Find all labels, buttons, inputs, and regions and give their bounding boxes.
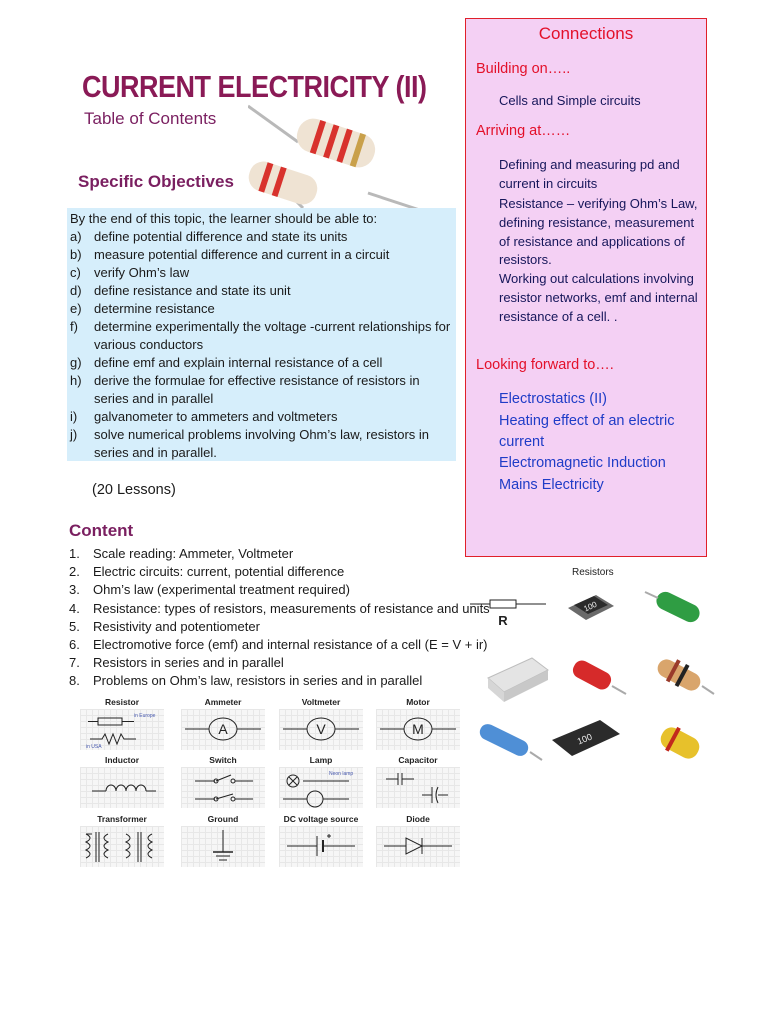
objective-text: verify Ohm’s law bbox=[94, 265, 190, 280]
content-item bbox=[69, 636, 539, 654]
objective-letter: f) bbox=[70, 319, 78, 334]
resistor-symbol-label: R bbox=[498, 613, 508, 628]
content-list bbox=[69, 545, 539, 691]
connection-text: Electrostatics (II) bbox=[499, 391, 607, 407]
content-text: Electromotive force (emf) and internal resistance of a cell (E = V + ir) bbox=[93, 637, 488, 653]
content-number: 5. bbox=[69, 618, 80, 634]
smd-resistor-icon bbox=[568, 595, 614, 620]
connection-item bbox=[476, 156, 704, 194]
symbol-label: Ground bbox=[207, 814, 239, 824]
ammeter-symbol bbox=[181, 709, 265, 750]
objective-text: define emf and explain internal resistance of a cell bbox=[94, 355, 383, 370]
content-item bbox=[69, 618, 539, 636]
connection-text: Electromagnetic Induction bbox=[499, 455, 666, 471]
network-chip-label: 100 bbox=[575, 731, 594, 747]
content-text: Resistivity and potentiometer bbox=[93, 618, 260, 634]
voltmeter-symbol bbox=[279, 709, 363, 750]
ammeter-symbol-icon bbox=[181, 709, 265, 750]
switch-symbol bbox=[181, 767, 265, 808]
objective-letter: j) bbox=[70, 427, 78, 442]
looking-forward-label: Looking forward to…. bbox=[476, 357, 614, 373]
connection-text: Resistance – verifying Ohm’s Law, defining resistance, measurement of resistance and applications of resistors. bbox=[499, 196, 698, 268]
dc-source-symbol bbox=[279, 826, 363, 867]
objective-item bbox=[70, 264, 454, 282]
symbol-label: Diode bbox=[406, 814, 430, 824]
symbol-label: Lamp bbox=[309, 755, 333, 765]
resistors-figure bbox=[470, 562, 730, 777]
symbol-label: Motor bbox=[406, 697, 430, 707]
symbol-note: Neon lamp bbox=[329, 771, 354, 777]
bullet-icon bbox=[476, 389, 499, 410]
objective-item bbox=[70, 300, 454, 318]
connection-text: Heating effect of an electric current bbox=[499, 413, 675, 450]
symbol-label: DC voltage source bbox=[283, 814, 359, 824]
content-number: 6. bbox=[69, 637, 80, 653]
building-on-label: Building on….. bbox=[476, 61, 571, 77]
objective-letter: h) bbox=[70, 373, 82, 388]
symbol-label: Capacitor bbox=[398, 755, 438, 765]
symbol-glyph: M bbox=[412, 721, 424, 737]
symbol-note: in USA bbox=[86, 744, 102, 750]
objective-letter: a) bbox=[70, 229, 82, 244]
symbol-label: Resistor bbox=[104, 697, 139, 707]
connections-box bbox=[465, 18, 707, 557]
objective-letter: e) bbox=[70, 301, 82, 316]
specific-objectives-heading: Specific Objectives bbox=[78, 172, 234, 191]
connection-item bbox=[476, 389, 704, 410]
connection-text: Defining and measuring pd and current in circuits bbox=[499, 157, 680, 191]
ground-symbol-icon bbox=[181, 826, 265, 867]
content-text: Resistors in series and in parallel bbox=[93, 655, 284, 671]
connection-text: Cells and Simple circuits bbox=[499, 93, 641, 108]
content-number: 4. bbox=[69, 600, 80, 616]
resistor-symbol-icon bbox=[80, 709, 164, 750]
connection-item bbox=[476, 195, 704, 270]
bullet-icon bbox=[476, 195, 499, 270]
lamp-symbol-icon bbox=[279, 767, 363, 808]
resistor-network-icon bbox=[552, 720, 620, 756]
connection-text: Working out calculations involving resistor networks, emf and internal resistance of a cell. . bbox=[499, 271, 698, 324]
objective-item bbox=[70, 354, 454, 372]
content-item bbox=[69, 672, 539, 690]
content-number: 1. bbox=[69, 546, 80, 561]
switch-symbol-icon bbox=[181, 767, 265, 808]
diode-symbol-icon bbox=[376, 826, 460, 867]
arriving-at-label: Arriving at…… bbox=[476, 123, 571, 139]
resistor-symbol bbox=[80, 709, 164, 750]
objectives-intro: By the end of this topic, the learner should be able to: bbox=[70, 211, 378, 226]
content-number: 3. bbox=[69, 582, 80, 598]
connections-title: Connections bbox=[538, 24, 634, 43]
capacitor-symbol-icon bbox=[376, 767, 460, 808]
smd-chip-label: 100 bbox=[582, 599, 599, 614]
symbol-label: Ammeter bbox=[204, 697, 242, 707]
bullet-icon bbox=[476, 92, 499, 111]
objective-text: solve numerical problems involving Ohm’s law, resistors in series and in parallel. bbox=[94, 427, 429, 460]
objective-item bbox=[70, 372, 454, 408]
ground-symbol bbox=[181, 826, 265, 867]
inductor-symbol bbox=[80, 767, 164, 808]
objective-text: derive the formulae for effective resistance of resistors in series and in parallel bbox=[94, 373, 420, 406]
symbol-label: Switch bbox=[209, 755, 237, 765]
objective-item bbox=[70, 318, 454, 354]
yellow-resistor-icon bbox=[657, 724, 703, 762]
objectives-box bbox=[67, 208, 456, 461]
objective-text: measure potential difference and current in a circuit bbox=[94, 247, 390, 262]
lesson-count: (20 Lessons) bbox=[92, 482, 176, 498]
symbol-glyph: V bbox=[316, 721, 326, 737]
content-text: Ohm’s law (experimental treatment required) bbox=[93, 582, 350, 598]
red-resistor-icon bbox=[570, 658, 626, 694]
bullet-icon bbox=[476, 453, 499, 474]
content-item bbox=[69, 654, 539, 672]
objective-item bbox=[70, 246, 454, 264]
objective-item bbox=[70, 408, 454, 426]
inductor-symbol-icon bbox=[80, 767, 164, 808]
objective-letter: d) bbox=[70, 283, 82, 298]
content-text: Scale reading: Ammeter, Voltmeter bbox=[93, 546, 294, 561]
lamp-symbol bbox=[279, 767, 363, 808]
content-number: 2. bbox=[69, 564, 80, 580]
objective-text: galvanometer to ammeters and voltmeters bbox=[94, 409, 338, 424]
bullet-icon bbox=[476, 270, 499, 326]
objective-text: determine experimentally the voltage -current relationships for various conductors bbox=[94, 319, 451, 352]
objective-item bbox=[70, 282, 454, 300]
symbol-label: Inductor bbox=[105, 755, 139, 765]
transformer-symbol bbox=[80, 826, 164, 867]
bullet-icon bbox=[476, 475, 499, 496]
carbon-resistor-icon bbox=[654, 656, 714, 694]
objective-text: define potential difference and state its units bbox=[94, 229, 348, 244]
blue-resistor-icon bbox=[477, 721, 542, 760]
symbol-label: Voltmeter bbox=[301, 697, 341, 707]
green-resistor-icon bbox=[645, 589, 703, 625]
content-item bbox=[69, 581, 539, 599]
content-heading: Content bbox=[69, 521, 134, 540]
content-number: 7. bbox=[69, 655, 80, 671]
objectives-list bbox=[70, 228, 454, 462]
motor-symbol bbox=[376, 709, 460, 750]
connection-item bbox=[476, 92, 704, 111]
page-title: CURRENT ELECTRICITY (II) bbox=[82, 70, 427, 104]
connection-text: Mains Electricity bbox=[499, 477, 604, 493]
objective-letter: g) bbox=[70, 355, 82, 370]
capacitor-symbol bbox=[376, 767, 460, 808]
objective-letter: c) bbox=[70, 265, 81, 280]
diode-symbol bbox=[376, 826, 460, 867]
content-item bbox=[69, 600, 539, 618]
resistor-schematic-icon bbox=[470, 600, 546, 628]
symbol-glyph: A bbox=[218, 721, 228, 737]
objective-letter: b) bbox=[70, 247, 82, 262]
content-number: 8. bbox=[69, 673, 80, 689]
motor-symbol-icon bbox=[376, 709, 460, 750]
connection-item bbox=[476, 411, 704, 453]
symbol-label: Transformer bbox=[97, 814, 147, 824]
bullet-icon bbox=[476, 411, 499, 453]
connection-item bbox=[476, 475, 704, 496]
connection-item bbox=[476, 270, 704, 326]
ceramic-resistor-icon bbox=[488, 658, 548, 702]
resistors-caption: Resistors bbox=[572, 567, 614, 578]
content-text: Problems on Ohm’s law, resistors in series and in parallel bbox=[93, 673, 423, 689]
dc-source-symbol-icon bbox=[279, 826, 363, 867]
objective-text: define resistance and state its unit bbox=[94, 283, 291, 298]
content-text: Resistance: types of resistors, measurements of resistance and units bbox=[93, 600, 490, 616]
content-item bbox=[69, 563, 539, 581]
objective-item bbox=[70, 426, 454, 462]
content-text: Electric circuits: current, potential difference bbox=[93, 564, 345, 580]
circuit-symbols-chart bbox=[80, 697, 470, 867]
voltmeter-symbol-icon bbox=[279, 709, 363, 750]
objective-letter: i) bbox=[70, 409, 78, 424]
resistor-illustration bbox=[248, 98, 458, 218]
objective-text: determine resistance bbox=[94, 301, 215, 316]
transformer-symbol-icon bbox=[80, 826, 164, 867]
bullet-icon bbox=[476, 156, 499, 194]
table-of-contents-heading: Table of Contents bbox=[84, 109, 217, 128]
symbol-note: in Europe bbox=[134, 713, 156, 719]
objective-item bbox=[70, 228, 454, 246]
connection-item bbox=[476, 453, 704, 474]
